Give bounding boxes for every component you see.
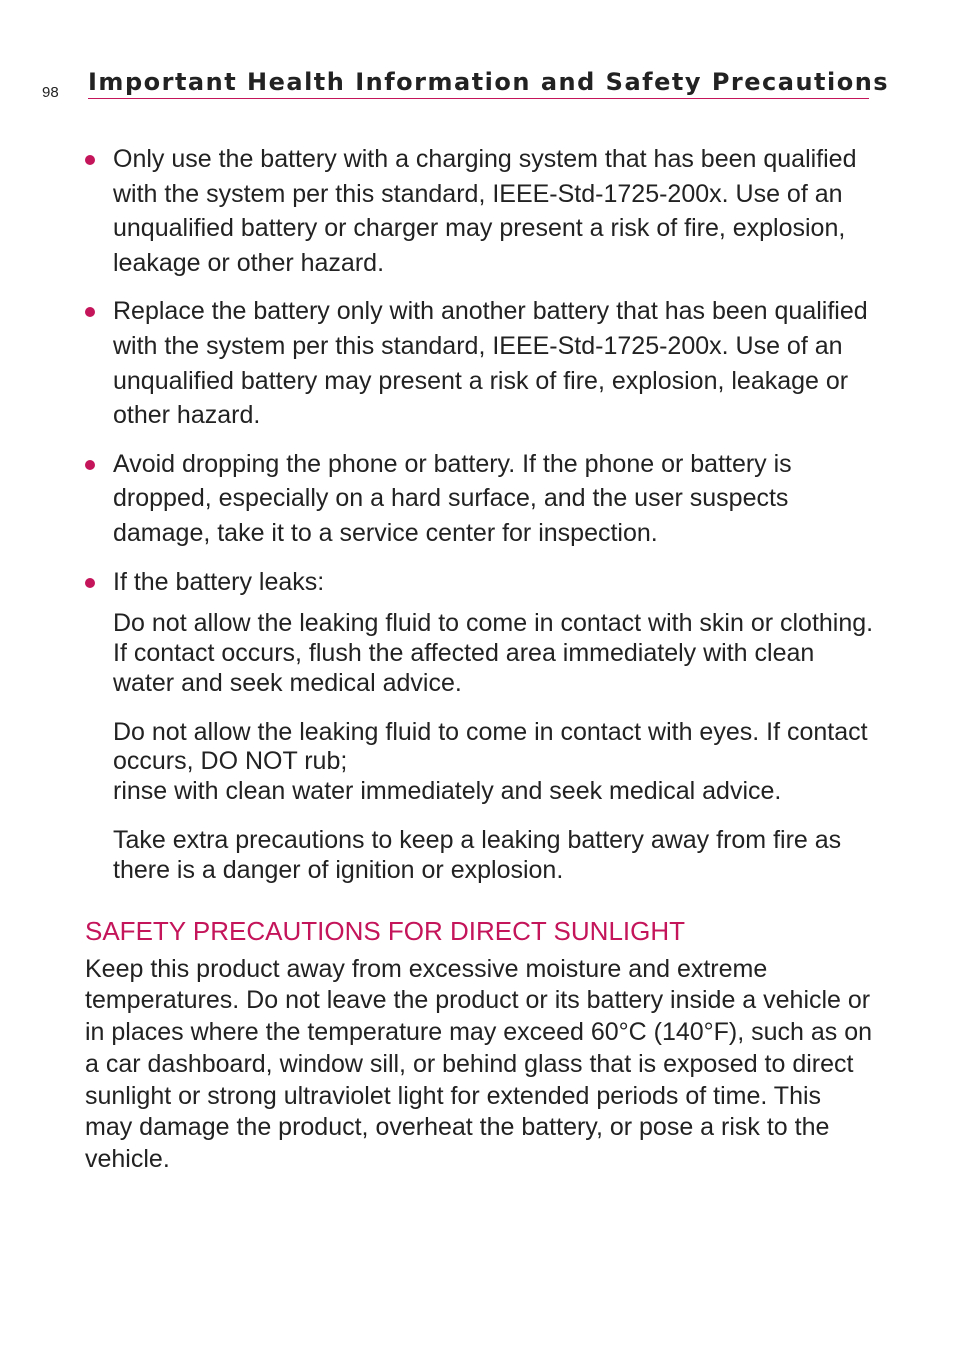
bullet-text: Replace the battery only with another battery that has been qualified with the system per this standard, IEEE-Std-1725-200x. Use of an unqualified battery may present a risk of fire, explosion, leakage or other hazard. bbox=[113, 297, 868, 430]
bullet-text: Avoid dropping the phone or battery. If the phone or battery is dropped, especially on a hard surface, and the user suspects damage, take it to a service center for inspection. bbox=[113, 449, 792, 547]
leak-paragraph-eyes bbox=[0, 718, 954, 807]
bullet-dot-icon bbox=[85, 307, 95, 317]
page-title: Important Health Information and Safety Precautions bbox=[88, 68, 890, 96]
bullet-text: Only use the battery with a charging system that has been qualified with the system per this standard, IEEE-Std-1725-200x. Use of an unqualified battery or charger may present a risk of fire, explosion, leakage or other hazard. bbox=[113, 145, 857, 277]
bullet-dot-icon bbox=[85, 460, 95, 470]
bullet-text: If the battery leaks: bbox=[113, 567, 325, 596]
bullet-item bbox=[0, 294, 954, 432]
bullet-dot-icon bbox=[85, 155, 95, 165]
leak-paragraph-fire: Take extra precautions to keep a leaking battery away from fire as there is a danger of ignition or explosion. bbox=[113, 825, 842, 884]
page-number: 98 bbox=[42, 84, 59, 101]
page-header bbox=[88, 68, 890, 99]
bullet-dot-icon bbox=[85, 578, 95, 588]
leak-paragraph-skin: Do not allow the leaking fluid to come in contact with skin or clothing. If contact occurs, flush the affected area immediately with clean water and seek medical advice. bbox=[113, 609, 874, 697]
bullet-item bbox=[0, 447, 954, 551]
sunlight-paragraph: Keep this product away from excessive moisture and extreme temperatures. Do not leave the product or its battery inside a vehicle or in places where the temperature may exceed 60°C (140°F), such as on a car dashboard, window sill, or behind glass that is exposed to direct sunlight or strong ultraviolet light for extended periods of time. This may damage the product, overheat the battery, or pose a risk to the vehicle. bbox=[85, 954, 873, 1174]
bullet-item bbox=[0, 565, 954, 600]
page-content bbox=[0, 142, 954, 1176]
section-heading-sunlight: SAFETY PRECAUTIONS FOR DIRECT SUNLIGHT bbox=[85, 915, 686, 946]
bullet-item bbox=[0, 142, 954, 280]
leak-paragraph-eyes-line1: Do not allow the leaking fluid to come in contact with eyes. If contact occurs, DO NOT rub; bbox=[113, 717, 868, 776]
leak-paragraph-eyes-line2: rinse with clean water immediately and seek medical advice. bbox=[113, 777, 782, 806]
